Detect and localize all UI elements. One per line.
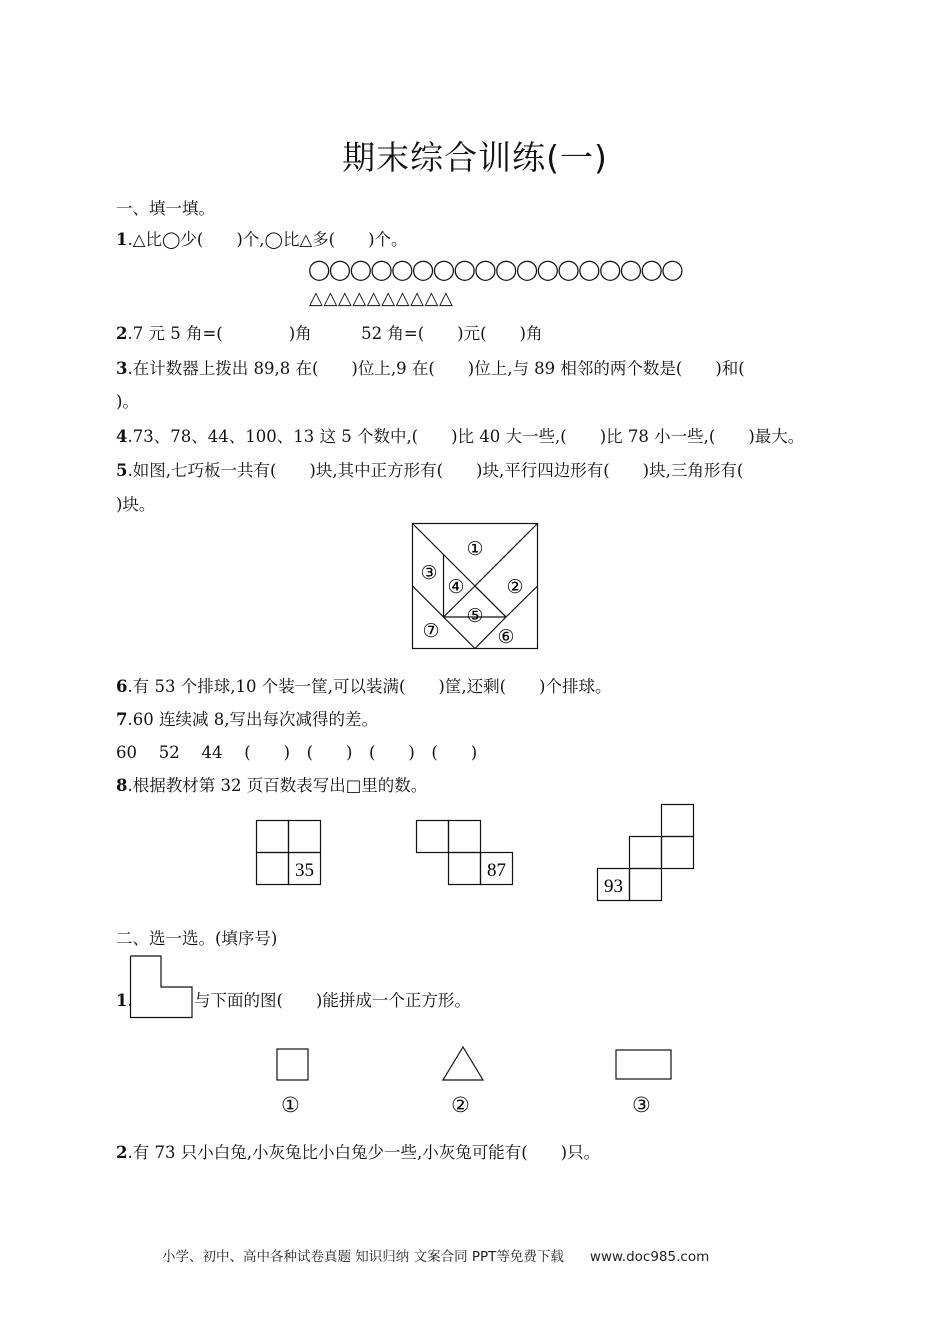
- question-7: [116, 709, 378, 731]
- question-number: 2: [116, 324, 128, 343]
- tangram-label-7: ⑦: [422, 620, 440, 642]
- section2-question-2: [116, 1142, 600, 1164]
- question-text: .有 53 个排球,10 个装一筐,可以装满( )筐,还剩( )个排球。: [127, 677, 612, 696]
- option-label-2: ②: [451, 1093, 470, 1117]
- tangram-figure: [412, 523, 538, 649]
- question-number: 4: [116, 427, 128, 446]
- tangram-label-6: ⑥: [497, 626, 515, 648]
- question-text: .根据教材第 32 页百数表写出□里的数。: [127, 776, 428, 795]
- page-title: 期末综合训练(一): [342, 138, 608, 177]
- triangle-icon: △: [132, 230, 146, 249]
- triangles-row: △△△△△△△△△△: [309, 288, 454, 309]
- question-5: [116, 460, 743, 482]
- option-rectangle-shape: [615, 1049, 673, 1081]
- question-5-continued: )块。: [116, 495, 156, 514]
- tangram-label-2: ②: [506, 576, 524, 598]
- footer-site-link[interactable]: www.doc985.com: [589, 1249, 710, 1265]
- question-number: 1: [116, 230, 128, 249]
- l-shape-figure: [128, 955, 194, 1019]
- number-grid-a: [256, 820, 322, 886]
- question-number: 7: [116, 710, 128, 729]
- footer-text: 小学、初中、高中各种试卷真题 知识归纳 文案合同 PPT等免费下载: [162, 1249, 564, 1265]
- question-8: [116, 775, 427, 797]
- tangram-label-3: ③: [420, 562, 438, 584]
- option-label-1: ①: [281, 1093, 300, 1117]
- question-text: 比◯少( )个,◯比△多( )个。: [145, 230, 408, 249]
- number-grid-b: [416, 820, 514, 886]
- question-number: 8: [116, 776, 128, 795]
- question-number: 6: [116, 677, 128, 696]
- question-number: 3: [116, 359, 128, 378]
- tangram-label-5: ⑤: [466, 605, 484, 627]
- option-triangle-shape: [442, 1046, 484, 1082]
- question-7-sequence: 60 52 44 ( ) ( ) ( ) ( ): [116, 743, 478, 762]
- grid-b-value: 87: [487, 860, 506, 881]
- circles-row: ◯◯◯◯◯◯◯◯◯◯◯◯◯◯◯◯◯◯: [308, 257, 683, 281]
- section2-question-1: 1.: [116, 991, 133, 1010]
- question-number: 5: [116, 461, 128, 480]
- question-text: .7 元 5 角=( )角 52 角=( )元( )角: [127, 324, 543, 343]
- question-number: 1: [116, 991, 128, 1010]
- grid-c-value: 93: [604, 876, 623, 897]
- question-3: [116, 358, 745, 380]
- number-grid-c: [597, 804, 695, 902]
- question-3-continued: )。: [116, 392, 139, 411]
- question-number: 2: [116, 1143, 128, 1162]
- question-text: .73、78、44、100、13 这 5 个数中,( )比 40 大一些,( )比 78 小一些,( )最大。: [127, 427, 805, 446]
- option-label-3: ③: [632, 1093, 651, 1117]
- footer: [162, 1245, 709, 1265]
- question-1: 1.△比◯少( )个,◯比△多( )个。: [116, 230, 408, 249]
- question-text: .60 连续减 8,写出每次减得的差。: [127, 710, 378, 729]
- section2-heading: 二、选一选。(填序号): [116, 929, 278, 948]
- section1-heading: 一、填一填。: [116, 199, 215, 218]
- question-2: [116, 323, 542, 345]
- tangram-label-1: ①: [466, 538, 484, 560]
- question-6: [116, 676, 611, 698]
- question-text: .如图,七巧板一共有( )块,其中正方形有( )块,平行四边形有( )块,三角形有(: [127, 461, 744, 480]
- question-text: .有 73 只小白兔,小灰兔比小白兔少一些,小灰兔可能有( )只。: [127, 1143, 601, 1162]
- grid-a-value: 35: [295, 860, 314, 881]
- question-text: .在计数器上拨出 89,8 在( )位上,9 在( )位上,与 89 相邻的两个数是( )和(: [127, 359, 745, 378]
- question-4: [116, 426, 804, 448]
- tangram-label-4: ④: [447, 576, 465, 598]
- section2-question-1-text: 与下面的图( )能拼成一个正方形。: [194, 991, 471, 1010]
- option-square-shape: [276, 1048, 310, 1082]
